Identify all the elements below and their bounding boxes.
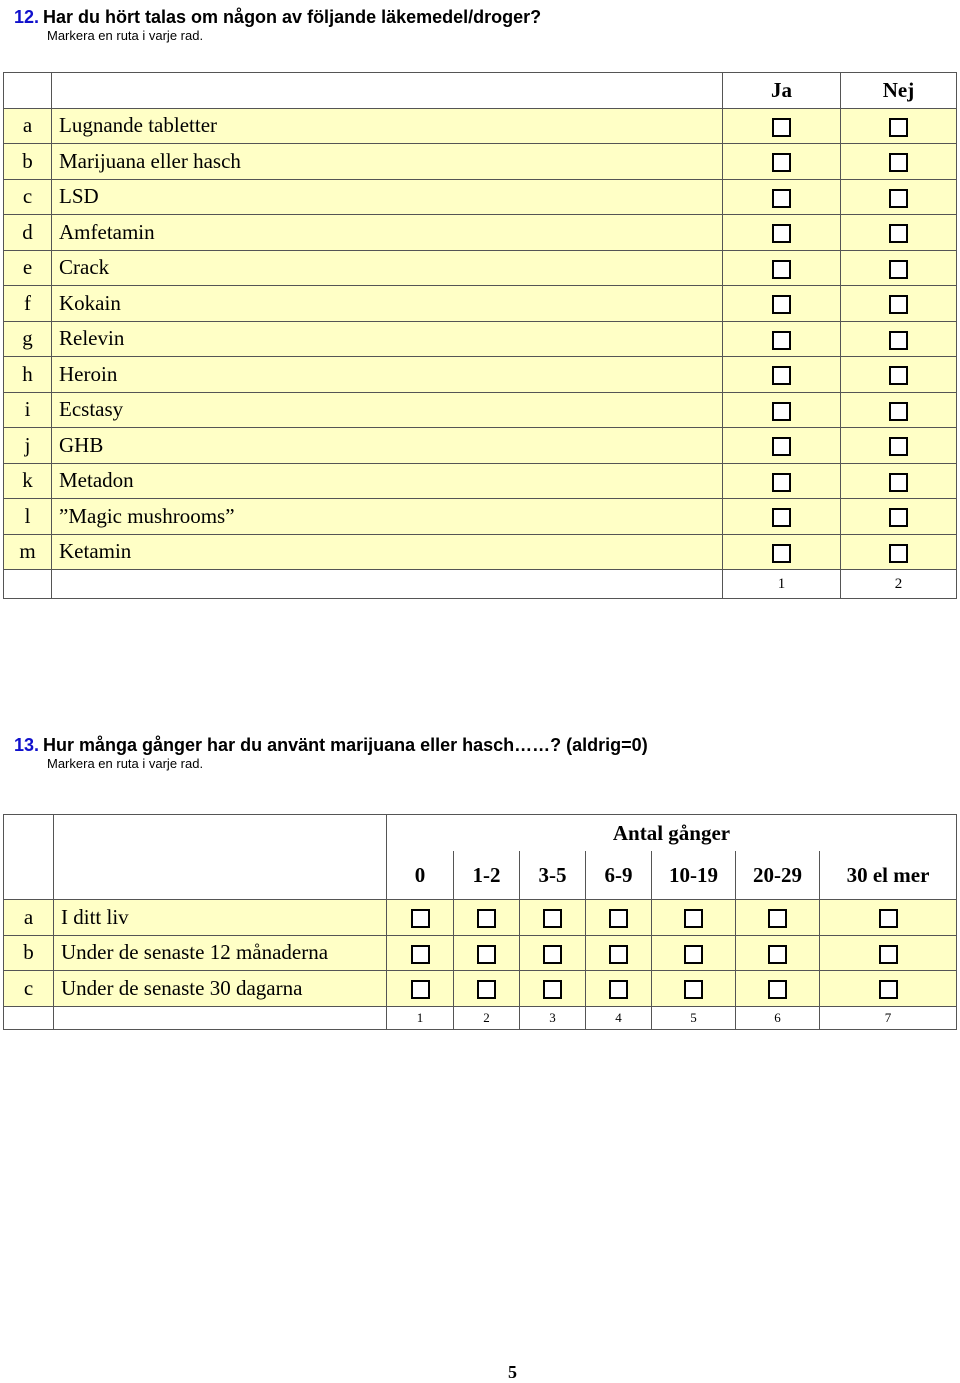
row-letter: j [4,428,52,464]
checkbox-nej[interactable] [889,295,908,314]
table-row [4,534,957,570]
checkbox-cell [736,935,820,971]
row-letter: m [4,534,52,570]
checkbox-option[interactable] [684,945,703,964]
checkbox-option[interactable] [879,980,898,999]
checkbox-option[interactable] [609,909,628,928]
response-code: 3 [520,1006,586,1029]
header-row [4,73,957,109]
checkbox-cell [387,971,454,1007]
checkbox-cell [841,463,957,499]
checkbox-cell [841,357,957,393]
row-letter: k [4,463,52,499]
row-label: Amfetamin [52,215,723,251]
checkbox-cell [841,286,957,322]
row-label: Relevin [52,321,723,357]
row-letter: a [4,108,52,144]
checkbox-cell [652,935,736,971]
header-row [4,815,957,852]
checkbox-cell [736,900,820,936]
row-label: Kokain [52,286,723,322]
checkbox-cell [520,900,586,936]
checkbox-cell [820,900,957,936]
empty-cell [4,570,52,599]
response-code: 7 [820,1006,957,1029]
row-letter: a [4,900,54,936]
checkbox-option[interactable] [477,980,496,999]
option-header: 10-19 [652,851,736,900]
table-row [4,144,957,180]
checkbox-cell [652,971,736,1007]
response-code: 1 [723,570,841,599]
checkbox-cell [841,250,957,286]
checkbox-nej[interactable] [889,437,908,456]
question-number: 13. [14,735,40,755]
checkbox-cell [841,321,957,357]
question-number: 12. [14,7,40,27]
row-letter: d [4,215,52,251]
option-header: 30 el mer [820,851,957,900]
table-row [4,215,957,251]
checkbox-nej[interactable] [889,260,908,279]
checkbox-nej[interactable] [889,153,908,172]
column-header-ja: Ja [723,73,841,109]
checkbox-ja[interactable] [772,260,791,279]
checkbox-nej[interactable] [889,224,908,243]
checkbox-ja[interactable] [772,153,791,172]
checkbox-nej[interactable] [889,118,908,137]
checkbox-ja[interactable] [772,544,791,563]
checkbox-cell [387,900,454,936]
checkbox-cell [520,935,586,971]
table-row [4,286,957,322]
checkbox-option[interactable] [879,945,898,964]
page-number: 5 [508,1362,517,1382]
row-label: I ditt liv [54,900,387,936]
row-label: GHB [52,428,723,464]
row-label: Under de senaste 12 månaderna [54,935,387,971]
checkbox-option[interactable] [609,980,628,999]
option-header: 1-2 [454,851,520,900]
row-label: Crack [52,250,723,286]
table-row [4,971,957,1007]
question-instruction: Markera en ruta i varje rad. [47,28,204,43]
checkbox-cell [736,971,820,1007]
question-12-header [14,6,541,44]
table-row [4,250,957,286]
checkbox-cell [723,321,841,357]
table-row [4,357,957,393]
checkbox-cell [723,286,841,322]
checkbox-cell [586,935,652,971]
question-13-header [14,734,648,772]
checkbox-ja[interactable] [772,473,791,492]
checkbox-option[interactable] [411,945,430,964]
checkbox-cell [454,971,520,1007]
checkbox-option[interactable] [684,909,703,928]
checkbox-nej[interactable] [889,331,908,350]
empty-cell [4,1006,54,1029]
checkbox-option[interactable] [411,909,430,928]
table-row [4,428,957,464]
checkbox-nej[interactable] [889,402,908,421]
question-title: Har du hört talas om någon av följande läkemedel/droger? [43,7,542,27]
checkbox-nej[interactable] [889,189,908,208]
row-label: Ketamin [52,534,723,570]
row-label: ”Magic mushrooms” [52,499,723,535]
option-header: 3-5 [520,851,586,900]
table-row [4,463,957,499]
checkbox-cell [841,534,957,570]
checkbox-cell [841,215,957,251]
question-13-table [3,814,957,1030]
checkbox-cell [841,499,957,535]
checkbox-cell [820,935,957,971]
checkbox-cell [820,971,957,1007]
table-row [4,900,957,936]
checkbox-ja[interactable] [772,295,791,314]
row-label: Metadon [52,463,723,499]
checkbox-cell [723,108,841,144]
checkbox-cell [723,463,841,499]
response-code: 1 [387,1006,454,1029]
checkbox-cell [454,935,520,971]
checkbox-option[interactable] [609,945,628,964]
response-code: 5 [652,1006,736,1029]
row-letter: l [4,499,52,535]
checkbox-cell [841,428,957,464]
checkbox-cell [723,250,841,286]
checkbox-cell [723,499,841,535]
row-label: Under de senaste 30 dagarna [54,971,387,1007]
checkbox-cell [723,392,841,428]
row-label: Marijuana eller hasch [52,144,723,180]
table-row [4,179,957,215]
checkbox-ja[interactable] [772,118,791,137]
question-title: Hur många gånger har du använt marijuana eller hasch……? (aldrig=0) [43,735,648,755]
checkbox-option[interactable] [477,909,496,928]
checkbox-cell [454,900,520,936]
group-header: Antal gånger [387,815,957,852]
checkbox-option[interactable] [543,980,562,999]
empty-cell [54,1006,387,1029]
question-instruction: Markera en ruta i varje rad. [47,756,204,771]
checkbox-cell [841,108,957,144]
option-header: 0 [387,851,454,900]
checkbox-cell [387,935,454,971]
checkbox-ja[interactable] [772,402,791,421]
table-row [4,499,957,535]
checkbox-nej[interactable] [889,473,908,492]
table-row [4,392,957,428]
checkbox-option[interactable] [879,909,898,928]
checkbox-ja[interactable] [772,224,791,243]
checkbox-nej[interactable] [889,544,908,563]
checkbox-option[interactable] [684,980,703,999]
checkbox-cell [841,179,957,215]
checkbox-cell [723,144,841,180]
checkbox-ja[interactable] [772,366,791,385]
response-code: 4 [586,1006,652,1029]
row-letter: i [4,392,52,428]
code-row [4,1006,957,1029]
checkbox-cell [723,534,841,570]
row-letter: c [4,179,52,215]
row-letter: g [4,321,52,357]
checkbox-option[interactable] [768,980,787,999]
checkbox-cell [586,900,652,936]
checkbox-nej[interactable] [889,366,908,385]
checkbox-option[interactable] [411,980,430,999]
checkbox-option[interactable] [768,909,787,928]
code-row [4,570,957,599]
row-label: Heroin [52,357,723,393]
row-letter: c [4,971,54,1007]
checkbox-option[interactable] [543,945,562,964]
row-label: Lugnande tabletter [52,108,723,144]
table-row [4,321,957,357]
checkbox-ja[interactable] [772,189,791,208]
question-12-table [3,72,957,599]
checkbox-cell [723,357,841,393]
checkbox-cell [841,144,957,180]
checkbox-nej[interactable] [889,508,908,527]
row-label: Ecstasy [52,392,723,428]
option-header: 20-29 [736,851,820,900]
checkbox-cell [652,900,736,936]
checkbox-option[interactable] [543,909,562,928]
row-label: LSD [52,179,723,215]
checkbox-option[interactable] [477,945,496,964]
option-header: 6-9 [586,851,652,900]
checkbox-cell [586,971,652,1007]
checkbox-cell [723,428,841,464]
table-row [4,108,957,144]
row-letter: f [4,286,52,322]
checkbox-ja[interactable] [772,508,791,527]
checkbox-cell [723,215,841,251]
column-header-nej: Nej [841,73,957,109]
row-letter: b [4,144,52,180]
row-letter: e [4,250,52,286]
response-code: 2 [454,1006,520,1029]
checkbox-cell [723,179,841,215]
checkbox-ja[interactable] [772,437,791,456]
empty-cell [52,570,723,599]
checkbox-option[interactable] [768,945,787,964]
checkbox-ja[interactable] [772,331,791,350]
response-code: 2 [841,570,957,599]
checkbox-cell [520,971,586,1007]
table-row [4,935,957,971]
response-code: 6 [736,1006,820,1029]
row-letter: b [4,935,54,971]
checkbox-cell [841,392,957,428]
row-letter: h [4,357,52,393]
